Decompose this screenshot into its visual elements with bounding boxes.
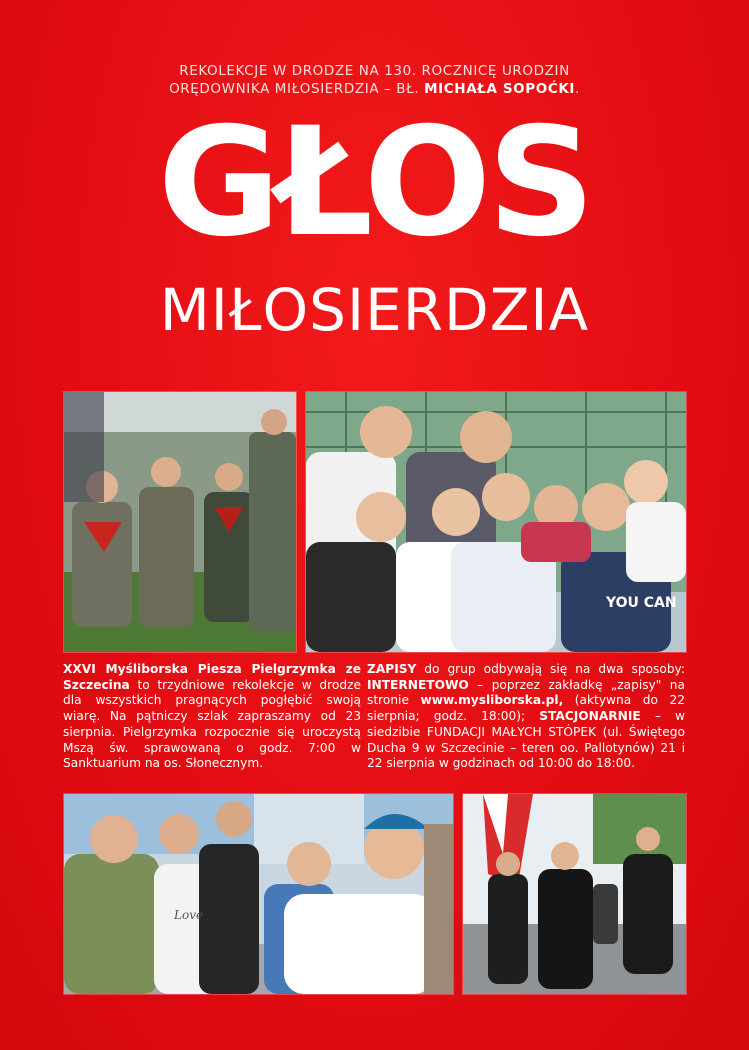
photo-pilgrims-image <box>64 794 453 994</box>
photo-procession-image <box>463 794 686 994</box>
photo-pilgrims <box>63 793 454 995</box>
stacjonarnie-heading: STACJONARNIE <box>539 709 641 724</box>
kicker-line-1: REKOLEKCJE W DRODZE NA 130. ROCZNICĘ URODZIN <box>179 63 570 79</box>
registration-info <box>367 662 685 772</box>
photo-youth-group <box>305 391 687 653</box>
youth-shirt-text: YOU CAN <box>606 595 677 611</box>
kicker-line-2-prefix: ORĘDOWNIKA MIŁOSIERDZIA – BŁ. <box>169 81 425 97</box>
photo-youth-image <box>306 392 686 652</box>
zapisy-text: do grup odbywają się na dwa sposoby: <box>416 662 685 676</box>
pilgrimage-body: to trzydniowe rekolekcje w drodze dla wszystkich pragnących pogłębić swoją wiarę. Na pątniczy szlak zapraszamy od 23 sierpnia. Pielgrzymka rozpocznie się uroczystą Mszą św. sprawowaną o godz. 7:00 w Sanktuarium na os. Słonecznym. <box>63 677 361 771</box>
pilgrim-shirt-text: Love <box>174 908 204 922</box>
page-subtitle: MIŁOSIERDZIA <box>159 276 590 344</box>
header-kicker <box>0 62 749 98</box>
internet-heading: INTERNETOWO <box>367 677 469 692</box>
photo-scouts <box>63 391 297 653</box>
photo-procession <box>462 793 687 995</box>
internet-text: – poprzez zakładkę „zapisy" na stronie <box>367 677 685 708</box>
pilgrimage-name: XXVI Myśliborska Piesza Pielgrzymka ze Szczecina <box>63 662 361 692</box>
kicker-line-2-suffix: . <box>575 81 580 97</box>
page-title: GŁOS <box>157 96 592 270</box>
stacjonarnie-text: – w siedzibie FUNDACJI MAŁYCH STÓPEK (ul. Świętego Ducha 9 w Szczecinie – teren oo. Pallotynów) 21 i 22 sierpnia w godzinach od 10:00 do 18:00. <box>367 709 685 771</box>
website-note: (aktywna do 22 sierpnia; godz. 18:00); <box>367 693 685 724</box>
zapisy-heading: ZAPISY <box>367 662 417 676</box>
website-url: www.mysliborska.pl, <box>420 693 564 708</box>
photo-scouts-image <box>64 392 296 652</box>
kicker-highlight-name: MICHAŁA SOPOĆKI <box>424 81 576 97</box>
pilgrimage-description <box>63 662 361 772</box>
